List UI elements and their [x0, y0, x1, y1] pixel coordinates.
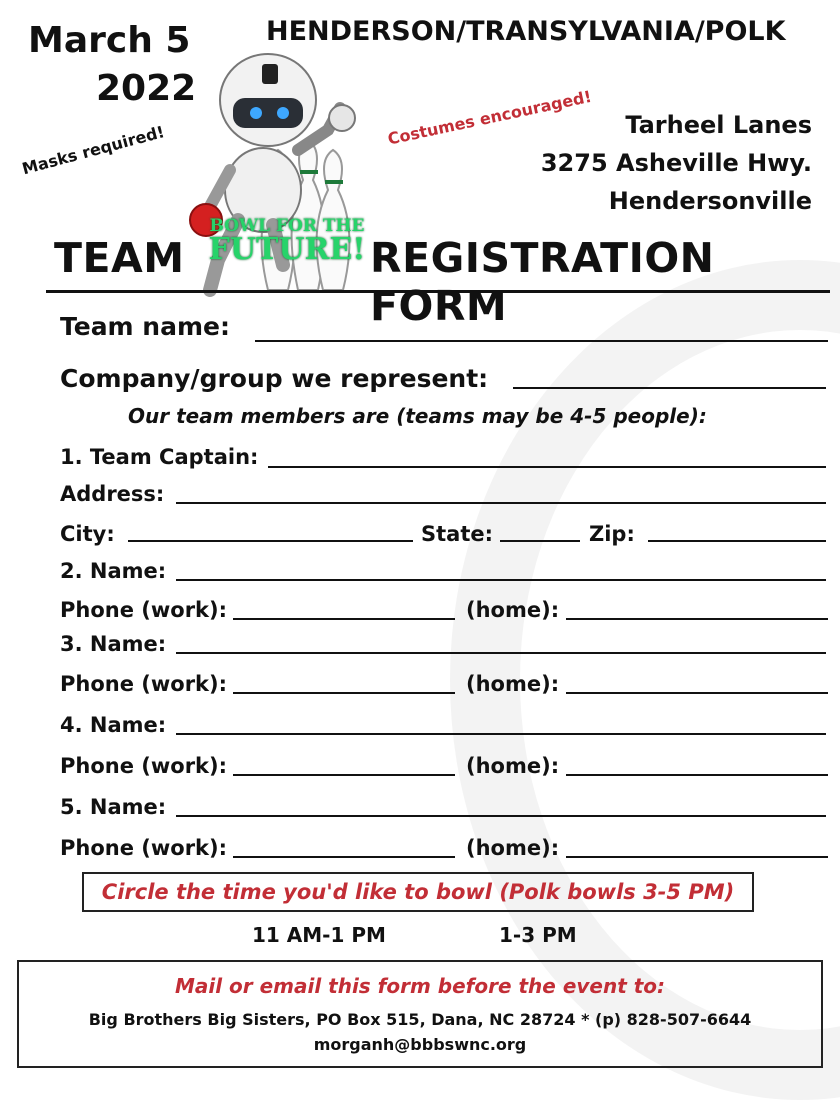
phone2-home-line[interactable]: [566, 618, 828, 620]
phone3-work-line[interactable]: [233, 692, 455, 694]
phone5-work-label: Phone (work):: [60, 836, 228, 860]
name2-line[interactable]: [176, 579, 826, 581]
title-rule: [46, 290, 830, 293]
venue-name: Tarheel Lanes: [625, 111, 812, 139]
masks-note: Masks required!: [20, 122, 167, 179]
city-line[interactable]: [128, 540, 413, 542]
phone4-home-line[interactable]: [566, 774, 828, 776]
company-line[interactable]: [513, 387, 826, 389]
phone2-work-label: Phone (work):: [60, 598, 228, 622]
zip-label: Zip:: [589, 522, 635, 546]
venue-address: 3275 Asheville Hwy.: [540, 149, 812, 177]
phone3-home-line[interactable]: [566, 692, 828, 694]
phone4-work-line[interactable]: [233, 774, 455, 776]
phone2-home-label: (home):: [466, 598, 560, 622]
captain-label: 1. Team Captain:: [60, 445, 259, 469]
phone5-work-line[interactable]: [233, 856, 455, 858]
event-date-year: 2022: [96, 68, 197, 109]
name2-label: 2. Name:: [60, 559, 167, 583]
address-label: Address:: [60, 482, 165, 506]
phone4-home-label: (home):: [466, 754, 560, 778]
mail-address: Big Brothers Big Sisters, PO Box 515, Dana, NC 28724 * (p) 828-507-6644: [88, 1010, 752, 1029]
name5-label: 5. Name:: [60, 795, 167, 819]
phone2-work-line[interactable]: [233, 618, 455, 620]
name3-line[interactable]: [176, 652, 826, 654]
name3-label: 3. Name:: [60, 632, 167, 656]
members-note: Our team members are (teams may be 4-5 people):: [128, 404, 707, 428]
title-registration-form: REGISTRATION FORM: [370, 234, 715, 330]
name5-line[interactable]: [176, 815, 826, 817]
phone5-home-line[interactable]: [566, 856, 828, 858]
venue-city: Hendersonville: [608, 187, 812, 215]
logo-text: [202, 218, 372, 265]
time-instruction-box: [82, 872, 754, 912]
name4-label: 4. Name:: [60, 713, 167, 737]
contact-email[interactable]: morganh@bbbswnc.org: [313, 1035, 527, 1054]
state-line[interactable]: [500, 540, 580, 542]
team-name-line[interactable]: [255, 340, 828, 342]
company-label: Company/group we represent:: [60, 364, 489, 393]
mail-heading: Mail or email this form before the event to:: [174, 974, 666, 998]
phone3-work-label: Phone (work):: [60, 672, 228, 696]
logo-text-line2: FUTURE!: [208, 232, 366, 267]
time-instruction: Circle the time you'd like to bowl (Polk bowls 3-5 PM): [101, 880, 735, 904]
mail-info-box: [17, 960, 823, 1068]
team-name-label: Team name:: [60, 312, 230, 341]
name4-line[interactable]: [176, 733, 826, 735]
zip-line[interactable]: [648, 540, 826, 542]
time-slot-1pm[interactable]: 1-3 PM: [499, 923, 577, 947]
city-label: City:: [60, 522, 115, 546]
title-team: TEAM: [54, 234, 185, 282]
state-label: State:: [421, 522, 494, 546]
phone3-home-label: (home):: [466, 672, 560, 696]
costumes-note: Costumes encouraged!: [386, 86, 594, 149]
logo-text-line1: BOWL FOR THE: [209, 216, 365, 236]
counties-heading: HENDERSON/TRANSYLVANIA/POLK: [266, 16, 786, 47]
phone5-home-label: (home):: [466, 836, 560, 860]
time-slot-11am[interactable]: 11 AM-1 PM: [252, 923, 386, 947]
captain-line[interactable]: [268, 466, 826, 468]
venue-block: [541, 106, 812, 220]
event-date-day: March 5: [28, 20, 191, 61]
address-line[interactable]: [176, 502, 826, 504]
phone4-work-label: Phone (work):: [60, 754, 228, 778]
